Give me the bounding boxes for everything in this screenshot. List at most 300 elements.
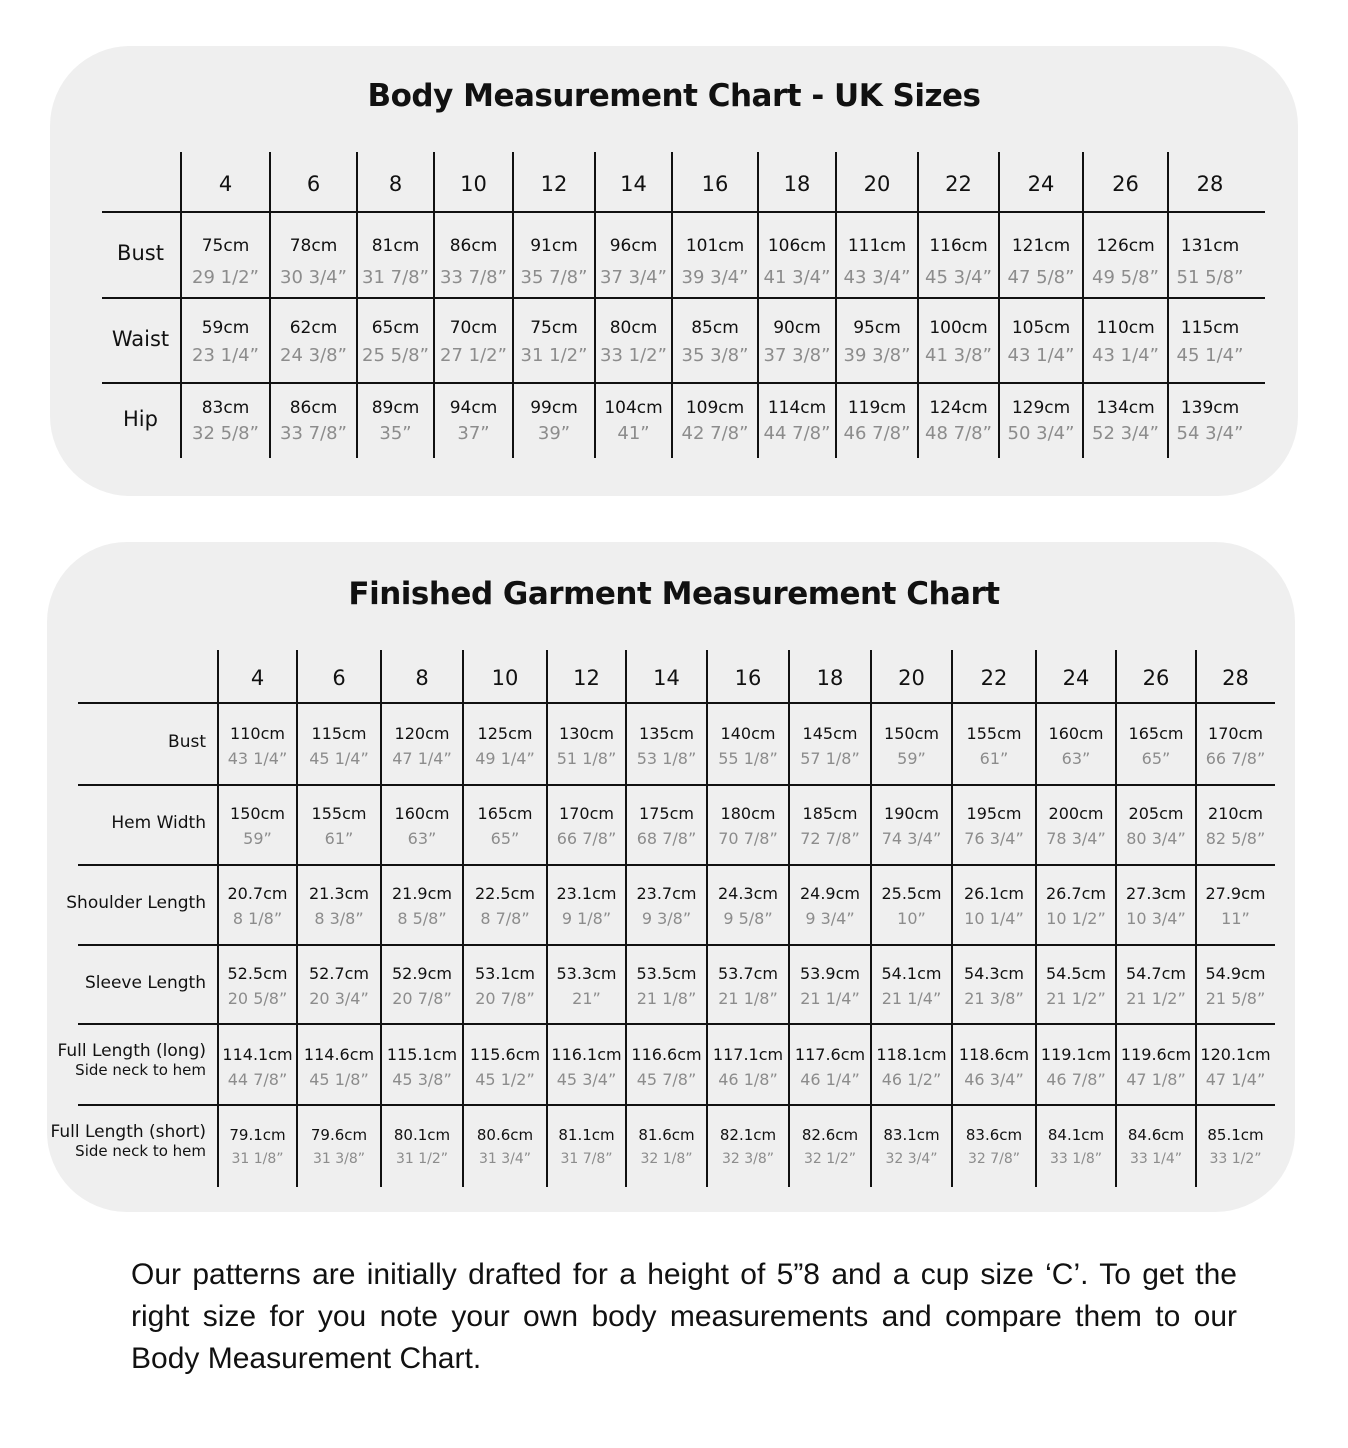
inch-value: 10 1/4” xyxy=(964,909,1024,928)
inch-value: 59” xyxy=(243,829,272,848)
inch-value: 39 3/8” xyxy=(843,345,911,366)
inch-value: 9 1/8” xyxy=(561,909,612,928)
inch-value: 25 5/8” xyxy=(362,345,429,366)
inch-value: 50 3/4” xyxy=(1007,423,1075,444)
cm-value: 81.6cm xyxy=(638,1126,695,1144)
inch-value: 63” xyxy=(1061,749,1091,768)
size-header: 16 xyxy=(734,666,762,690)
measurement-cell xyxy=(626,801,707,851)
measurement-cell xyxy=(381,961,463,1011)
size-header: 8 xyxy=(415,666,429,690)
inch-value: 65” xyxy=(490,829,520,848)
cm-value: 117.1cm xyxy=(712,1045,784,1064)
inch-value: 49 5/8” xyxy=(1092,267,1159,288)
inch-value: 59” xyxy=(897,749,926,768)
cm-value: 52.9cm xyxy=(391,964,452,983)
inch-value: 66 7/8” xyxy=(556,829,617,848)
inch-value: 20 7/8” xyxy=(392,989,452,1008)
cm-value: 21.9cm xyxy=(391,884,452,903)
cm-value: 125cm xyxy=(477,724,533,743)
measurement-cell xyxy=(1036,881,1116,931)
inch-value: 32 3/4” xyxy=(885,1151,938,1167)
cm-value: 84.6cm xyxy=(1127,1126,1185,1144)
cm-value: 126cm xyxy=(1096,236,1155,256)
measurement-cell xyxy=(1116,1123,1196,1171)
cm-value: 115.6cm xyxy=(469,1045,541,1064)
inch-value: 80 3/4” xyxy=(1126,829,1186,848)
cm-value: 80.1cm xyxy=(393,1126,451,1144)
measurement-cell xyxy=(463,881,547,931)
inch-value: 37 3/4” xyxy=(600,267,667,288)
cm-value: 160cm xyxy=(1048,724,1104,743)
measurement-cell xyxy=(1196,721,1275,771)
inch-value: 24 3/8” xyxy=(280,345,347,366)
cm-value: 65cm xyxy=(371,318,420,338)
inch-value: 43 1/4” xyxy=(227,749,288,768)
inch-value: 20 3/4” xyxy=(309,989,369,1008)
measurement-cell xyxy=(547,801,626,851)
inch-value: 51 1/8” xyxy=(556,749,617,768)
measurement-cell xyxy=(626,1123,707,1171)
cm-value: 116.1cm xyxy=(551,1045,622,1064)
inch-value: 32 3/8” xyxy=(721,1151,775,1167)
cm-value: 83.1cm xyxy=(883,1126,940,1144)
cm-value: 170cm xyxy=(559,804,614,823)
cm-value: 79.6cm xyxy=(310,1126,368,1144)
inch-value: 41 3/4” xyxy=(763,267,831,288)
cm-value: 115cm xyxy=(1180,318,1240,338)
inch-value: 46 7/8” xyxy=(1046,1070,1106,1089)
inch-value: 48 7/8” xyxy=(925,423,992,444)
row-label xyxy=(168,732,206,752)
measurement-cell xyxy=(463,721,547,771)
measurement-cell xyxy=(297,961,381,1011)
inch-value: 33 7/8” xyxy=(440,267,507,288)
measurement-cell xyxy=(871,721,952,771)
inch-value: 27 1/2” xyxy=(440,345,507,366)
cm-value: 80cm xyxy=(609,318,658,338)
inch-value: 41 3/8” xyxy=(925,345,992,366)
inch-value: 31 1/8” xyxy=(231,1151,284,1167)
cm-value: 81cm xyxy=(371,236,420,256)
cm-value: 139cm xyxy=(1180,398,1240,418)
row-label xyxy=(51,1122,206,1160)
measurement-cell xyxy=(952,881,1036,931)
measurement-cell xyxy=(218,1123,297,1171)
cm-value: 85cm xyxy=(691,318,739,338)
inch-value: 8 1/8” xyxy=(232,909,283,928)
cm-value: 180cm xyxy=(720,804,776,823)
measurement-cell xyxy=(381,721,463,771)
inch-value: 21 5/8” xyxy=(1205,989,1266,1008)
size-header: 26 xyxy=(1142,666,1170,690)
cm-value: 120.1cm xyxy=(1200,1045,1271,1064)
size-header: 22 xyxy=(980,666,1008,690)
size-header: 26 xyxy=(1112,172,1139,196)
measurement-cell xyxy=(218,1042,297,1092)
inch-value: 33 1/2” xyxy=(1209,1151,1262,1167)
inch-value: 31 3/4” xyxy=(478,1151,532,1167)
cm-value: 26.1cm xyxy=(963,884,1024,903)
cm-value: 95cm xyxy=(853,318,901,338)
inch-value: 10” xyxy=(897,909,926,928)
measurement-cell xyxy=(707,961,789,1011)
inch-value: 33 1/4” xyxy=(1129,1151,1183,1167)
measurement-cell xyxy=(463,1123,547,1171)
cm-value: 131cm xyxy=(1180,236,1240,256)
measurement-cell xyxy=(871,801,952,851)
measurement-cell xyxy=(218,881,297,931)
size-header: 6 xyxy=(332,666,346,690)
inch-value: 9 3/4” xyxy=(805,909,855,928)
size-header: 20 xyxy=(863,172,891,196)
inch-value: 45 7/8” xyxy=(636,1070,697,1089)
cm-value: 120cm xyxy=(394,724,450,743)
row-label xyxy=(85,973,206,993)
cm-value: 53.3cm xyxy=(556,964,617,983)
cm-value: 53.1cm xyxy=(474,964,535,983)
cm-value: 62cm xyxy=(289,318,338,338)
cm-value: 70cm xyxy=(449,318,498,338)
measurement-cell xyxy=(297,1123,381,1171)
cm-value: 86cm xyxy=(289,398,338,418)
cm-value: 106cm xyxy=(767,236,827,256)
cm-value: 54.5cm xyxy=(1045,964,1106,983)
cm-value: 85.1cm xyxy=(1207,1126,1264,1144)
cm-value: 210cm xyxy=(1208,804,1263,823)
inch-value: 8 5/8” xyxy=(397,909,447,928)
cm-value: 109cm xyxy=(685,398,745,418)
measurement-cell xyxy=(297,1042,381,1092)
measurement-cell xyxy=(1036,1123,1116,1171)
size-header: 14 xyxy=(620,172,647,196)
cm-value: 129cm xyxy=(1011,398,1071,418)
measurement-cell xyxy=(297,881,381,931)
cm-value: 52.7cm xyxy=(308,964,369,983)
row-label-main: Full Length (short) xyxy=(50,1122,206,1142)
inch-value: 46 3/4” xyxy=(964,1070,1024,1089)
inch-value: 68 7/8” xyxy=(636,829,697,848)
cm-value: 155cm xyxy=(966,724,1022,743)
cm-value: 150cm xyxy=(230,804,285,823)
row-label: Hip xyxy=(123,406,158,431)
cm-value: 150cm xyxy=(884,724,939,743)
inch-value: 8 7/8” xyxy=(480,909,530,928)
measurement-cell xyxy=(1196,1042,1275,1092)
inch-value: 51 5/8” xyxy=(1176,267,1244,288)
cm-value: 89cm xyxy=(371,398,420,418)
inch-value: 78 3/4” xyxy=(1046,829,1106,848)
measurement-cell xyxy=(1036,721,1116,771)
cm-value: 100cm xyxy=(929,318,988,338)
cm-value: 130cm xyxy=(559,724,614,743)
inch-value: 45 1/4” xyxy=(309,749,369,768)
cm-value: 59cm xyxy=(201,318,250,338)
inch-value: 47 5/8” xyxy=(1007,267,1075,288)
cm-value: 80.6cm xyxy=(476,1126,534,1144)
measurement-cell xyxy=(626,961,707,1011)
measurement-cell xyxy=(789,721,871,771)
inch-value: 43 1/4” xyxy=(1007,345,1075,366)
cm-value: 118.6cm xyxy=(958,1045,1030,1064)
inch-value: 66 7/8” xyxy=(1205,749,1266,768)
cm-value: 54.1cm xyxy=(881,964,942,983)
measurement-cell xyxy=(463,1042,547,1092)
cm-value: 110cm xyxy=(1096,318,1155,338)
measurement-cell xyxy=(707,1123,789,1171)
inch-value: 42 7/8” xyxy=(681,423,749,444)
cm-value: 99cm xyxy=(530,398,578,418)
cm-value: 155cm xyxy=(311,804,367,823)
inch-value: 41” xyxy=(617,423,650,444)
inch-value: 45 1/8” xyxy=(309,1070,369,1089)
cm-value: 84.1cm xyxy=(1047,1126,1105,1144)
cm-value: 53.5cm xyxy=(636,964,697,983)
size-header: 10 xyxy=(491,666,519,690)
cm-value: 25.5cm xyxy=(881,884,942,903)
cm-value: 54.7cm xyxy=(1125,964,1186,983)
size-header: 4 xyxy=(250,666,265,690)
inch-value: 35” xyxy=(379,423,412,444)
cm-value: 53.7cm xyxy=(717,964,778,983)
measurement-cell xyxy=(707,881,789,931)
cm-value: 21.3cm xyxy=(308,884,369,903)
measurement-cell xyxy=(707,801,789,851)
measurement-cell xyxy=(463,801,547,851)
measurement-cell xyxy=(789,1123,871,1171)
cm-value: 165cm xyxy=(477,804,533,823)
size-header: 14 xyxy=(653,666,680,690)
cm-value: 105cm xyxy=(1011,318,1071,338)
cm-value: 82.6cm xyxy=(801,1126,859,1144)
cm-value: 91cm xyxy=(530,236,578,256)
cm-value: 195cm xyxy=(966,804,1022,823)
inch-value: 9 5/8” xyxy=(723,909,773,928)
row-label-sub: Side neck to hem xyxy=(75,1142,206,1160)
row-label xyxy=(66,893,206,913)
cm-value: 86cm xyxy=(449,236,498,256)
inch-value: 21 1/8” xyxy=(636,989,697,1008)
row-label xyxy=(111,813,206,833)
measurement-cell xyxy=(871,1042,952,1092)
row-label xyxy=(58,1041,206,1079)
cm-value: 94cm xyxy=(449,398,498,418)
inch-value: 43 1/4” xyxy=(1092,345,1159,366)
measurement-cell xyxy=(1116,801,1196,851)
measurement-cell xyxy=(626,721,707,771)
cm-value: 205cm xyxy=(1128,804,1184,823)
measurement-cell xyxy=(1036,801,1116,851)
size-header: 18 xyxy=(816,666,844,690)
inch-value: 45 3/4” xyxy=(556,1070,617,1089)
inch-value: 63” xyxy=(407,829,437,848)
garment-chart-title: Finished Garment Measurement Chart xyxy=(348,576,1000,612)
cm-value: 23.7cm xyxy=(636,884,697,903)
inch-value: 46 1/8” xyxy=(718,1070,778,1089)
row-label-main: Shoulder Length xyxy=(66,893,206,913)
cm-value: 96cm xyxy=(609,236,658,256)
inch-value: 32 7/8” xyxy=(967,1151,1021,1167)
measurement-cell xyxy=(1036,961,1116,1011)
cm-value: 118.1cm xyxy=(876,1045,947,1064)
measurement-cell xyxy=(952,801,1036,851)
row-label-sub: Side neck to hem xyxy=(75,1060,206,1079)
size-header: 24 xyxy=(1027,172,1055,196)
cm-value: 110cm xyxy=(230,724,285,743)
measurement-cell xyxy=(1116,881,1196,931)
inch-value: 37 3/8” xyxy=(763,345,831,366)
inch-value: 74 3/4” xyxy=(881,829,942,848)
measurement-cell xyxy=(218,801,297,851)
cm-value: 119.1cm xyxy=(1040,1045,1112,1064)
inch-value: 43 3/4” xyxy=(843,267,911,288)
row-label-main: Full Length (long) xyxy=(57,1040,206,1061)
inch-value: 10 3/4” xyxy=(1126,909,1186,928)
inch-value: 76 3/4” xyxy=(964,829,1024,848)
inch-value: 31 1/2” xyxy=(395,1151,449,1167)
cm-value: 190cm xyxy=(884,804,939,823)
cm-value: 165cm xyxy=(1128,724,1184,743)
measurement-cell xyxy=(789,801,871,851)
measurement-cell xyxy=(1116,721,1196,771)
cm-value: 124cm xyxy=(929,398,988,418)
inch-value: 32 5/8” xyxy=(192,423,259,444)
cm-value: 83.6cm xyxy=(965,1126,1023,1144)
measurement-cell xyxy=(952,721,1036,771)
cm-value: 24.9cm xyxy=(799,884,860,903)
measurement-cell xyxy=(871,961,952,1011)
cm-value: 121cm xyxy=(1011,236,1071,256)
cm-value: 53.9cm xyxy=(799,964,860,983)
measurement-cell xyxy=(789,961,871,1011)
inch-value: 44 7/8” xyxy=(227,1070,288,1089)
cm-value: 75cm xyxy=(201,236,250,256)
cm-value: 79.1cm xyxy=(229,1126,286,1144)
measurement-cell xyxy=(1196,1123,1275,1171)
measurement-cell xyxy=(626,1042,707,1092)
inch-value: 31 3/8” xyxy=(312,1151,366,1167)
inch-value: 32 1/8” xyxy=(640,1151,693,1167)
inch-value: 21 1/2” xyxy=(1046,989,1106,1008)
inch-value: 39 3/4” xyxy=(681,267,749,288)
size-header: 16 xyxy=(701,172,729,196)
row-label: Bust xyxy=(117,241,164,265)
inch-value: 10 1/2” xyxy=(1046,909,1106,928)
inch-value: 21 1/4” xyxy=(800,989,860,1008)
cm-value: 160cm xyxy=(394,804,450,823)
inch-value: 82 5/8” xyxy=(1205,829,1266,848)
inch-value: 47 1/8” xyxy=(1126,1070,1186,1089)
measurement-cell xyxy=(547,1123,626,1171)
size-header: 22 xyxy=(945,172,972,196)
cm-value: 75cm xyxy=(530,318,578,338)
size-header: 10 xyxy=(460,172,487,196)
measurement-cell xyxy=(381,1123,463,1171)
measurement-cell xyxy=(871,881,952,931)
inch-value: 31 1/2” xyxy=(520,345,588,366)
cm-value: 78cm xyxy=(289,236,338,256)
inch-value: 35 7/8” xyxy=(520,267,588,288)
cm-value: 82.1cm xyxy=(719,1126,777,1144)
cm-value: 111cm xyxy=(847,236,907,256)
inch-value: 29 1/2” xyxy=(192,267,259,288)
measurement-cell xyxy=(381,881,463,931)
measurement-cell xyxy=(789,1042,871,1092)
inch-value: 45 1/2” xyxy=(475,1070,535,1089)
cm-value: 52.5cm xyxy=(227,964,288,983)
measurement-cell xyxy=(789,881,871,931)
measurement-cell xyxy=(1116,1042,1196,1092)
inch-value: 53 1/8” xyxy=(636,749,697,768)
row-label-main: Bust xyxy=(168,732,206,752)
inch-value: 49 1/4” xyxy=(475,749,535,768)
inch-value: 33 1/8” xyxy=(1049,1151,1103,1167)
cm-value: 175cm xyxy=(639,804,694,823)
cm-value: 114cm xyxy=(767,398,827,418)
cm-value: 90cm xyxy=(773,318,821,338)
cm-value: 83cm xyxy=(201,398,250,418)
inch-value: 32 1/2” xyxy=(803,1151,857,1167)
inch-value: 57 1/8” xyxy=(800,749,860,768)
measurement-cell xyxy=(1196,881,1275,931)
inch-value: 47 1/4” xyxy=(392,749,452,768)
cm-value: 117.6cm xyxy=(794,1045,866,1064)
cm-value: 54.3cm xyxy=(963,964,1024,983)
cm-value: 101cm xyxy=(685,236,745,256)
cm-value: 24.3cm xyxy=(717,884,778,903)
inch-value: 46 1/2” xyxy=(881,1070,942,1089)
inch-value: 21” xyxy=(572,989,601,1008)
inch-value: 46 7/8” xyxy=(843,423,911,444)
measurement-cell xyxy=(381,801,463,851)
measurement-cell xyxy=(707,1042,789,1092)
cm-value: 54.9cm xyxy=(1205,964,1266,983)
size-header: 8 xyxy=(388,172,403,196)
inch-value: 65” xyxy=(1141,749,1171,768)
size-header: 12 xyxy=(540,172,568,196)
cm-value: 115cm xyxy=(311,724,367,743)
cm-value: 22.5cm xyxy=(474,884,535,903)
size-header: 20 xyxy=(898,666,925,690)
cm-value: 116cm xyxy=(929,236,988,256)
measurement-cell xyxy=(547,881,626,931)
size-header: 18 xyxy=(783,172,811,196)
inch-value: 61” xyxy=(324,829,354,848)
inch-value: 55 1/8” xyxy=(718,749,778,768)
row-label-main: Hem Width xyxy=(111,813,206,833)
measurement-cell xyxy=(952,961,1036,1011)
inch-value: 72 7/8” xyxy=(800,829,860,848)
measurement-cell xyxy=(952,1123,1036,1171)
cm-value: 200cm xyxy=(1048,804,1104,823)
inch-value: 33 7/8” xyxy=(280,423,347,444)
inch-value: 44 7/8” xyxy=(763,423,831,444)
inch-value: 31 7/8” xyxy=(560,1151,613,1167)
cm-value: 114.1cm xyxy=(222,1045,293,1064)
size-header: 6 xyxy=(306,172,321,196)
measurement-cell xyxy=(871,1123,952,1171)
cm-value: 145cm xyxy=(802,724,858,743)
measurement-cell xyxy=(297,721,381,771)
measurement-cell xyxy=(707,721,789,771)
inch-value: 20 7/8” xyxy=(475,989,535,1008)
inch-value: 20 5/8” xyxy=(227,989,288,1008)
inch-value: 11” xyxy=(1221,909,1250,928)
cm-value: 135cm xyxy=(639,724,694,743)
inch-value: 23 1/4” xyxy=(192,345,259,366)
inch-value: 46 1/4” xyxy=(800,1070,860,1089)
inch-value: 37” xyxy=(457,423,490,444)
